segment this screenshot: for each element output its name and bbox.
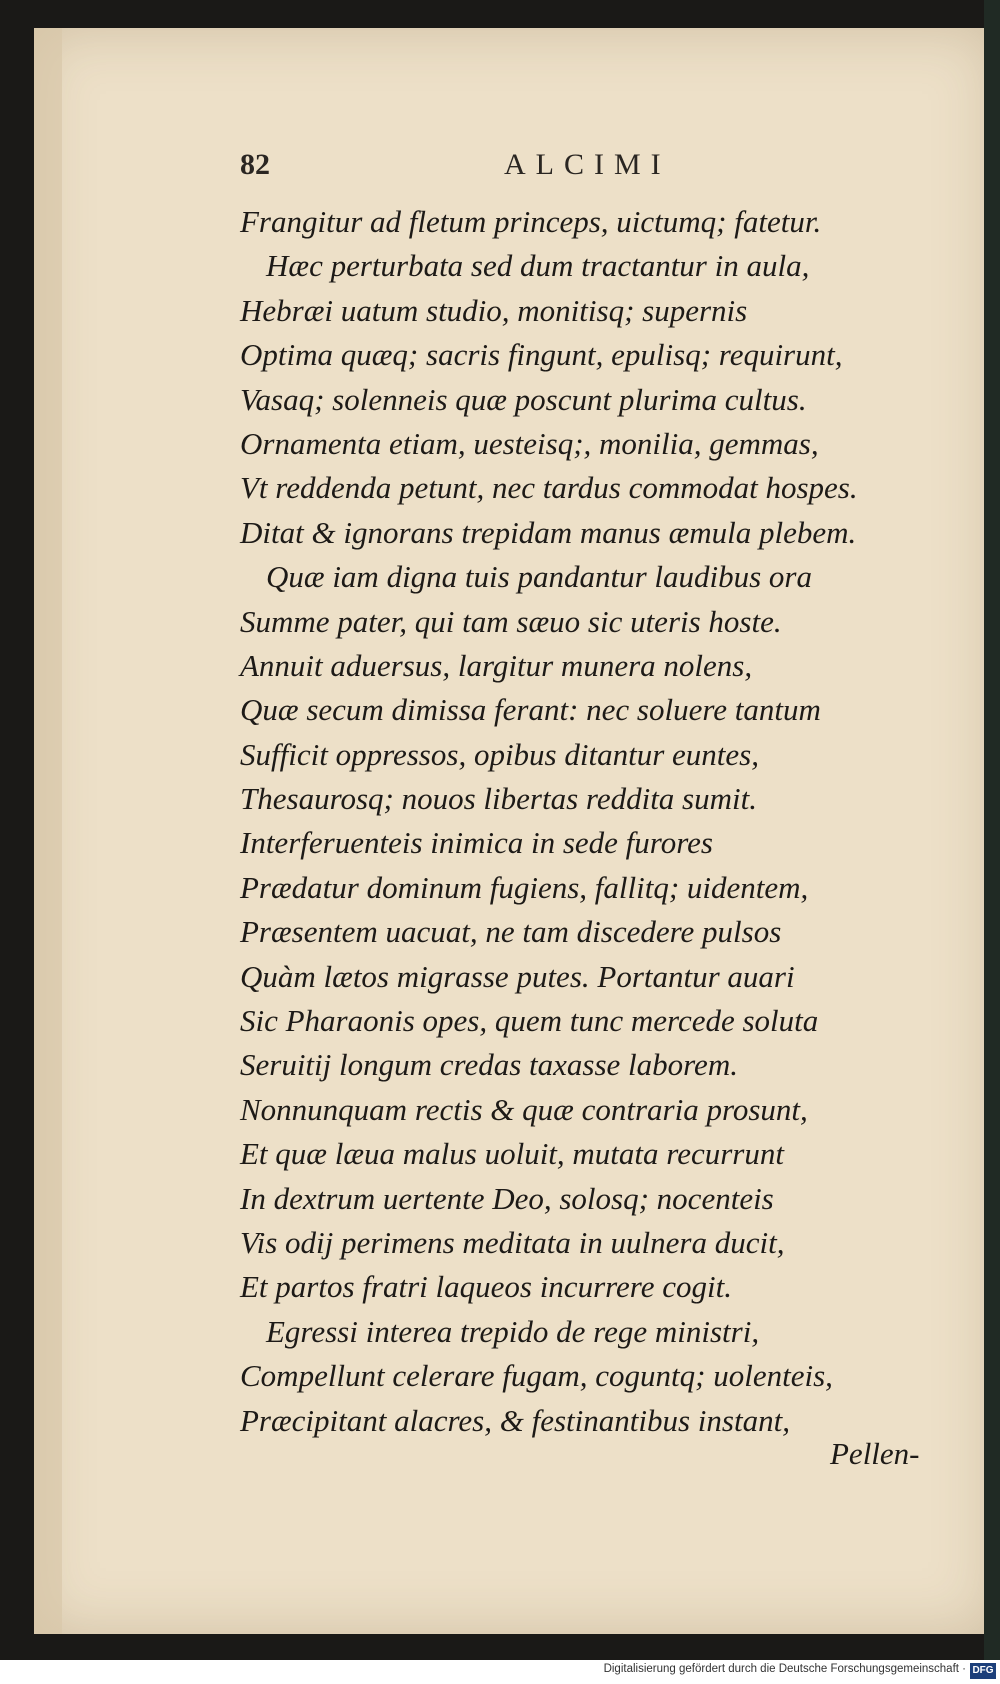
verse-line: Quæ iam digna tuis pandantur laudibus ora (266, 559, 812, 595)
verse-line: Et partos fratri laqueos incurrere cogit. (240, 1269, 732, 1305)
verse-line: Seruitij longum credas taxasse laborem. (240, 1047, 738, 1083)
catchword: Pellen- (830, 1436, 920, 1471)
verse-line: Optima quæq; sacris fingunt, epulisq; requirunt, (240, 337, 843, 373)
verse-line: Ornamenta etiam, uesteisq;, monilia, gemmas, (240, 425, 819, 461)
running-head (240, 148, 900, 188)
verse-line: Præcipitant alacres, & festinantibus instant, (240, 1402, 790, 1438)
verse-line: Summe pater, qui tam sæuo sic uteris hoste. (240, 603, 782, 639)
verse-line: Vis odij perimens meditata in uulnera ducit, (240, 1224, 785, 1260)
verse-text-block (240, 200, 940, 1443)
verse-line: Compellunt celerare fugam, coguntq; uolenteis, (240, 1358, 833, 1394)
verse-line: Thesaurosq; nouos libertas reddita sumit. (240, 781, 757, 817)
verse-line: Sufficit oppressos, opibus ditantur euntes, (240, 736, 759, 772)
verse-line: Prædatur dominum fugiens, fallitq; uidentem, (240, 869, 809, 905)
verse-line: Egressi interea trepido de rege ministri, (266, 1313, 760, 1349)
digitization-footer (0, 1660, 1000, 1684)
binding-strip (984, 0, 1000, 1684)
verse-line: In dextrum uertente Deo, solosq; nocenteis (240, 1180, 774, 1216)
running-head-title: ALCIMI (504, 148, 671, 181)
verse-line: Quæ secum dimissa ferant: nec soluere tantum (240, 692, 821, 728)
verse-line: Nonnunquam rectis & quæ contraria prosunt, (240, 1091, 808, 1127)
verse-line: Ditat & ignorans trepidam manus æmula plebem. (240, 514, 857, 550)
verse-line: Vt reddenda petunt, nec tardus commodat hospes. (240, 470, 858, 506)
verse-line: Vasaq; solenneis quæ poscunt plurima cultus. (240, 381, 807, 417)
verse-line: Hæc perturbata sed dum tractantur in aula, (266, 248, 810, 284)
funding-credit: Digitalisierung gefördert durch die Deutsche Forschungsgemeinschaft · (603, 1663, 966, 1675)
verse-line: Sic Pharaonis opes, quem tunc mercede soluta (240, 1003, 819, 1039)
verse-line: Hebræi uatum studio, monitisq; supernis (240, 292, 748, 328)
verse-line: Annuit aduersus, largitur munera nolens, (240, 647, 753, 683)
verse-line: Et quæ læua malus uoluit, mutata recurrunt (240, 1136, 784, 1172)
verse-line: Præsentem uacuat, ne tam discedere pulsos (240, 914, 782, 950)
verse-line: Interferuenteis inimica in sede furores (240, 825, 713, 861)
verse-line: Quàm lætos migrasse putes. Portantur auari (240, 958, 795, 994)
dfg-logo: DFG (970, 1663, 996, 1679)
page-edge (34, 28, 62, 1634)
verse-line: Frangitur ad fletum princeps, uictumq; fatetur. (240, 204, 822, 239)
page-number: 82 (240, 148, 270, 181)
